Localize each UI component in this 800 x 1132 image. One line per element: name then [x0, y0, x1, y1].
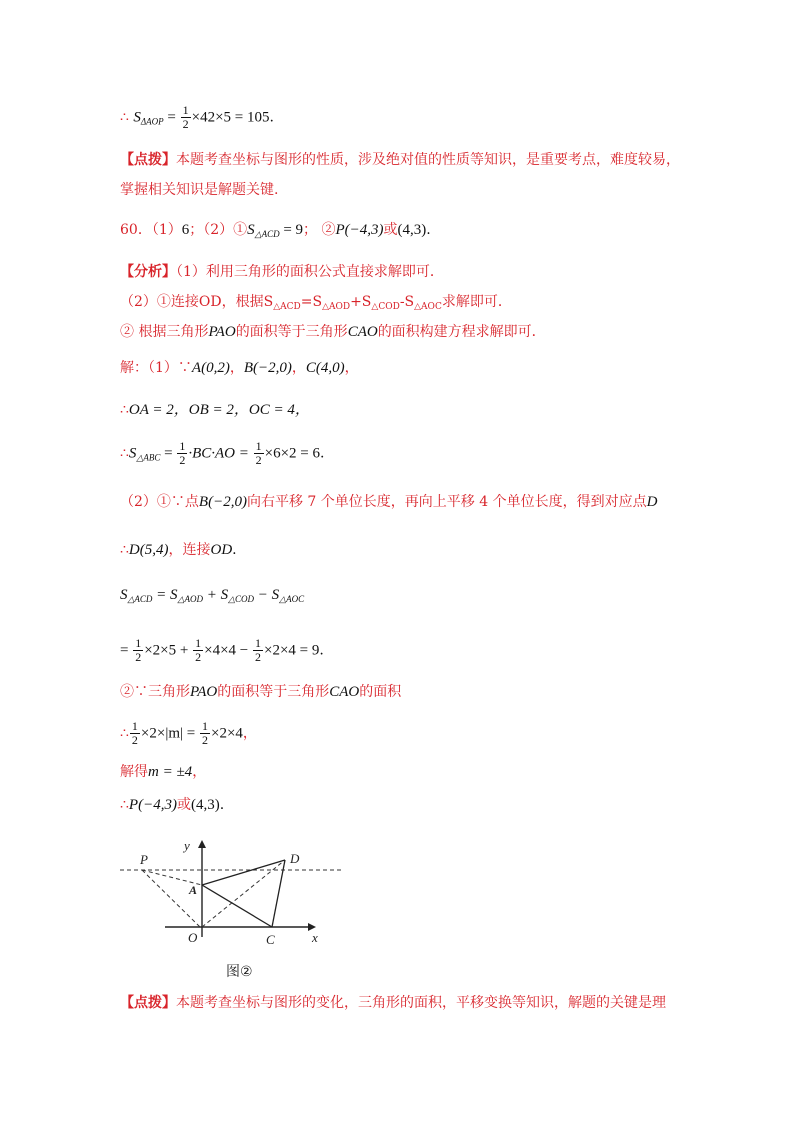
- fraction-half: $\frac{1}{2}$: [131, 719, 138, 747]
- solution-line-3: $\therefore S_{\triangle ABC}$ = $\frac{1}{2}$ ·BC·AO = $\frac{1}{2}$ ×6×2 = 6.: [120, 439, 325, 467]
- tip-2-line: 【点拨】本题考查坐标与图形的变化，三角形的面积，平移变换等知识，解题的关键是理: [120, 995, 666, 1011]
- fraction-half: $\frac{1}{2}$: [135, 636, 142, 664]
- segment-po: [142, 870, 200, 927]
- coordinate-figure: [110, 832, 360, 992]
- fraction-half: $\frac{1}{2}$: [255, 636, 261, 664]
- solution-line-6: $S_{\triangle ACD} = S_{\triangle AOD} + S_{\triangle COD} - S_{\triangle AOC}$: [120, 587, 305, 604]
- fraction-half: $\frac{1}{2}$: [255, 439, 262, 467]
- solution-line-4: （2）①∵点B(−2,0)向右平移 7 个单位长度，再向上平移 4 个单位长度，得到对应点D: [120, 494, 658, 510]
- analysis-line-3: ② 根据三角形PAO的面积等于三角形CAO的面积构建方程求解即可．: [120, 324, 546, 340]
- tip-1-line-2: 掌握相关知识是解题关键.: [120, 182, 279, 198]
- label-p: P: [140, 852, 148, 867]
- figure-caption: 图②: [226, 964, 253, 980]
- answer-60: 60．（1）6；$(2)①S_{\triangle ACD} = 9$； ②P(−4,3)或(4,3).: [120, 222, 431, 239]
- solution-line-1: 解：（1）∵A(0,2)，B(−2,0)，C(4,0)，: [120, 360, 359, 376]
- segment-cd: [272, 860, 285, 927]
- fraction-half: $\frac{1}{2}$: [182, 103, 189, 131]
- area-aop-line: ∴ $S_{\Delta AOP}$ = $\frac{1}{2}$ ×42×5 = 105.: [120, 103, 274, 131]
- solution-line-10: 解得m = ±4，: [120, 764, 207, 780]
- segment-ac: [202, 885, 272, 927]
- solution-line-8: ②∵三角形PAO的面积等于三角形CAO的面积: [120, 684, 402, 700]
- analysis-line-1: 【分析】（1）利用三角形的面积公式直接求解即可．: [120, 264, 444, 280]
- fraction-half: $\frac{1}{2}$: [201, 719, 208, 747]
- solution-line-11: ∴P(−4,3)或(4,3).: [120, 797, 225, 813]
- segment-ad: [202, 860, 285, 885]
- label-a: A: [189, 883, 198, 897]
- solution-line-7: = $\frac{1}{2}$ ×2×5 + $\frac{1}{2}$ ×4×4 − $\frac{1}{2}$ ×2×4 = 9.: [120, 636, 324, 664]
- solution-line-9: ∴ $\frac{1}{2}$ ×2×|m| = $\frac{1}{2}$ ×2×4，: [120, 719, 257, 747]
- analysis-line-2: （2）①连接OD，根据$S_{\triangle ACD}=S_{\triangle AOD}+S_{\triangle COD}-S_{\triangle AOC}$求解即可．: [120, 294, 512, 312]
- label-y: y: [184, 838, 190, 853]
- label-c: C: [266, 932, 275, 947]
- label-x: x: [312, 930, 318, 945]
- solution-line-2: ∴OA = 2，OB = 2，OC = 4，: [120, 402, 310, 418]
- y-axis-arrow: [198, 840, 206, 848]
- solution-line-5: ∴D(5,4)，连接OD.: [120, 542, 237, 558]
- tip-1-line-1: 【点拨】本题考查坐标与图形的性质，涉及绝对值的性质等知识，是重要考点，难度较易，: [120, 152, 680, 168]
- label-o: O: [188, 930, 198, 945]
- fraction-half: $\frac{1}{2}$: [195, 636, 202, 664]
- fraction-half: $\frac{1}{2}$: [179, 439, 186, 467]
- label-d: D: [290, 851, 300, 866]
